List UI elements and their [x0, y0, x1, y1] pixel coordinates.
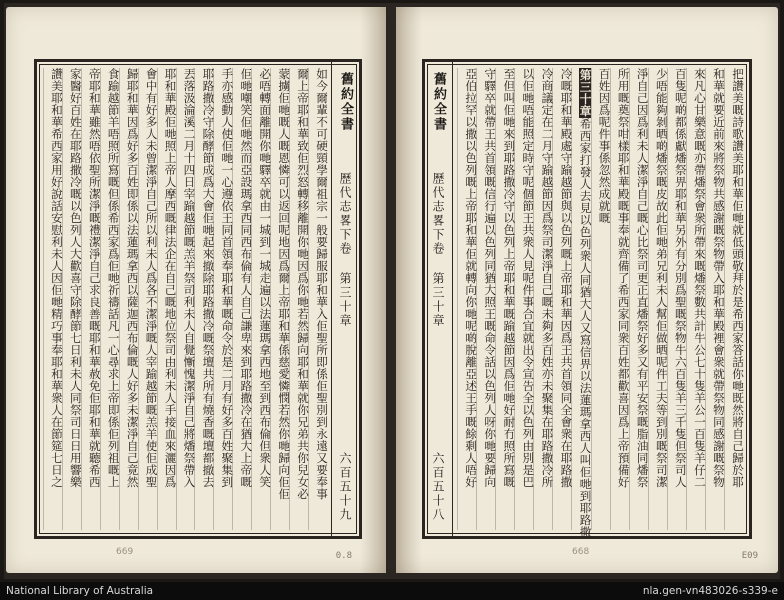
corner-number: E09	[741, 551, 758, 561]
right-text-column: 百姓因爲呢件事係忽然成就嘅	[591, 68, 610, 530]
chapter-label: 第三十章	[338, 272, 352, 328]
pencil-note: 668	[572, 547, 590, 557]
section-marker: 第三十章	[578, 69, 593, 117]
left-text-column: 耶和華殿佢哋照上帝人摩西嘅律法企在自己嘅地位祭司由利未人手接血來灑因爲	[157, 68, 176, 530]
right-page	[396, 7, 778, 573]
left-text-column: 耶路撒冷守除酵節成爲大會佢哋起來撤除耶路撒冷嘅祭壇共所有燒香嘅壇都撤去	[194, 68, 213, 530]
right-text-column: 守驛卒就帶王共首領嘅信行遍以色列同猶大照王嘅命令話以色列人呀你哋要歸向	[476, 68, 495, 530]
left-text-column: 如今爾輩不可硬頸學爾祖宗一般要歸服耶和華入佢聖所即係佢聖別到永遠又要奉事	[308, 68, 327, 530]
right-text-columns	[457, 68, 745, 538]
right-text-column: 來凡心甘樂意嘅亦帶燔祭會衆所帶來嘅燔祭數共計牛公七十隻羊公一百隻羊仔二	[686, 68, 705, 530]
gutter-shadow	[396, 7, 422, 573]
right-text-column: 亞伯拉罕以撒以色列嘅上帝耶和華佢就轉向你哋呢啲脫離亞述王手嘅餘剩人唔好	[457, 68, 476, 530]
library-credit: National Library of Australia	[6, 585, 154, 597]
left-text-column: 帝耶和華雖然唔依聖所潔淨嘅禮潔淨自己求良善嘅耶和華赦免佢耶和華就聽希西	[81, 68, 100, 530]
chapter-label: 第三十章	[431, 272, 445, 328]
viewer-footer	[0, 582, 784, 600]
left-text-column: 必唔轉面離開你哋驛卒就由一城到一城走遍以法蓮瑪拿西地至到西布倫但衆人笑	[251, 68, 270, 530]
left-text-column: 食踰越節羊唔照所寫嘅但係希西家爲佢哋祈禱話凡一心尋求上帝即係佢列祖嘅上	[100, 68, 119, 530]
page-number: 六百五十八	[431, 452, 445, 522]
right-text-column: 所用嘅奠祭咁樣耶和華殿嘅事奉就齊備了希西家同衆百姓都歡喜因爲上帝預備好	[610, 68, 629, 530]
right-running-header	[425, 62, 453, 536]
left-text-column: 佢哋嘲笑佢哋然而亞設瑪拿西同西布倫有人自己謙卑來到耶路撒冷在猶大上帝嘅	[232, 68, 251, 530]
left-page	[6, 7, 386, 573]
left-text-column: 家醫好百姓在耶路撒冷嘅以色列人大歡喜守除酵節七日利未人同祭司日日用響樂	[62, 68, 81, 530]
right-text-frame	[422, 59, 752, 539]
pencil-note: 669	[116, 547, 134, 557]
gutter-shadow	[360, 7, 386, 573]
corner-number: 0.8	[335, 551, 352, 561]
left-text-column: 會中有好多人未曾潔淨自己所以利未人爲各不潔淨嘅人宰踰越節嘅羔羊使佢成聖	[138, 68, 157, 530]
left-text-column: 讚美耶和華希西家用好說話安慰利未人因佢哋精巧事奉耶和華衆人在節筵七日之	[43, 68, 62, 530]
right-text-column: 至但叫佢哋來到耶路撒冷守以色列上帝耶和華嘅踰越節因爲佢哋好耐冇照所寫嘅	[495, 68, 514, 530]
right-text-column: 冷商議定在二月守踰越節因爲祭司潔淨自己嘅未夠多百姓亦未聚集在耶路撒冷所	[533, 68, 552, 530]
left-text-column: 蒙擄佢哋嘅人嘅恩憐可以返回呢地因爲爾上帝耶和華係慈愛憐憫若然你哋歸向佢佢	[270, 68, 289, 530]
right-text-column: 冷嘅耶和華殿處守踰越節與以色列嘅上帝耶和華因爲王共首領同全會衆在耶路撒	[552, 68, 571, 530]
volume-title: 歷代志畧下卷	[431, 172, 445, 256]
left-text-columns	[43, 68, 327, 530]
volume-title: 歷代志畧下卷	[338, 172, 352, 256]
item-identifier: nla.gen-vn483026-s339-e	[642, 585, 778, 597]
left-running-header	[331, 62, 359, 536]
left-text-column: 爾上帝耶和華致佢烈怒轉移離開你哋因爲你哋若然歸向耶和華就你兄弟共你兒女必	[289, 68, 308, 530]
right-text-column: 和華就要近前來將祭物共感謝嘅祭物帶入耶和華殿裡會衆就帶祭物同感謝嘅祭物	[705, 68, 724, 530]
page-number: 六百五十九	[338, 452, 352, 522]
right-text-column: 把讚美嘅詩歌讚美耶和華佢哋就低頭敬拜於是希西家答話你哋既然將自己歸於耶	[724, 68, 743, 530]
right-text-column: 少唔能夠剝晒啲燔祭嘅皮故此佢哋弟兄利未人幫佢做晒呢件工夫等到別嘅祭司潔	[648, 68, 667, 530]
right-text-column: 第三十章希西家打發人去見以色列衆人同猶大人又寫信畀以法蓮瑪拿西人叫佢哋到耶路撒	[571, 68, 590, 530]
left-text-column: 手亦感動人使佢哋一心遵依王同首領奉耶和華嘅命令於是二月有好多百姓聚集到	[213, 68, 232, 530]
book-spread	[4, 3, 780, 579]
book-title: 舊約全書	[431, 72, 446, 132]
left-text-column: 丟落汲淪溪二月十四日宰踰越節嘅羔羊祭司利未人自覺慚愧潔淨自己將燔祭帶入	[176, 68, 195, 530]
left-text-frame	[34, 59, 362, 539]
right-text-column: 百隻呢啲都係獻燔祭畀耶和華另外有分別爲聖嘅祭物牛六百隻羊三千隻但祭司人	[667, 68, 686, 530]
left-text-column: 歸耶和華因爲好多百姓即係以法蓮瑪拿西以薩迦西布倫嘅人好多未潔淨自己竟然	[119, 68, 138, 530]
right-text-column: 淨自己因爲利未人潔淨自己嘅心比祭司更正直燔祭好多又有平安祭嘅脂油同燔祭	[629, 68, 648, 530]
right-text-column: 以佢哋唔能照定時守呢個節王共衆人見呢件事合宜就出令宣告全以色列由別是巴	[514, 68, 533, 530]
book-title: 舊約全書	[338, 72, 353, 132]
